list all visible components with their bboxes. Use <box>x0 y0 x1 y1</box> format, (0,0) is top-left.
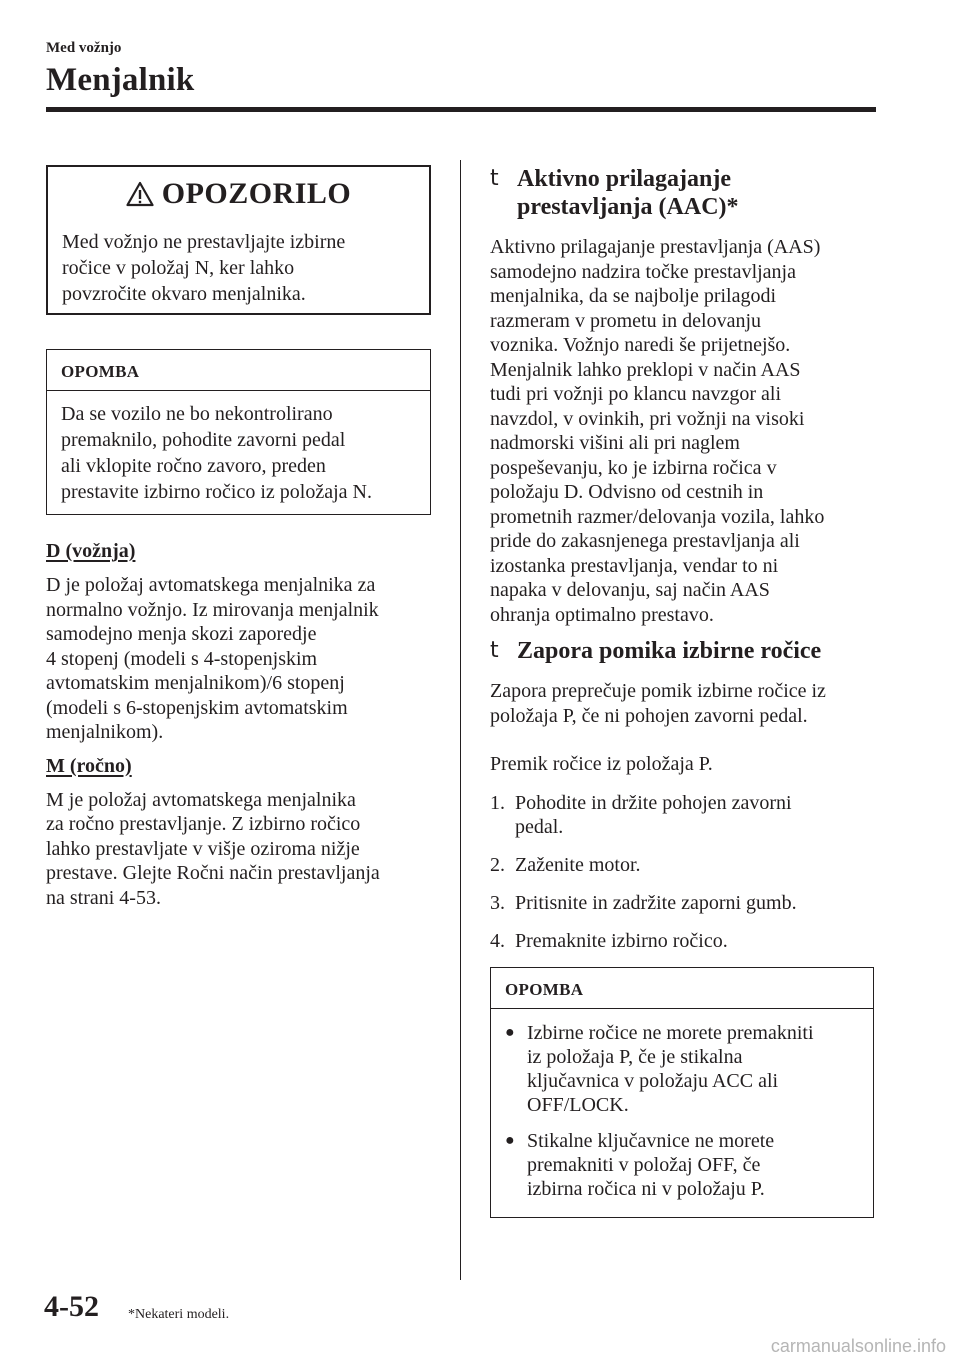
text-line: Da se vozilo ne bo nekontrolirano <box>61 403 333 425</box>
note-text <box>47 391 430 515</box>
text-line: ključavnica v položaju ACC ali <box>527 1069 779 1092</box>
step-text <box>515 791 792 839</box>
bullet-item <box>505 1129 859 1201</box>
text-line: Pohodite in držite pohojen zavorni <box>515 791 792 814</box>
note-box <box>46 349 431 515</box>
bullet-text <box>527 1129 774 1201</box>
text-line: pedal. <box>515 815 564 838</box>
text-line: premakniti v položaj OFF, če <box>527 1153 761 1176</box>
text-line: voznika. Vožnjo naredi še prijetnejšo. <box>490 334 791 356</box>
watermark: carmanualsonline.info <box>770 1336 946 1356</box>
aac-paragraph <box>490 235 876 627</box>
step-text: Pritisnite in zadržite zaporni gumb. <box>515 891 797 914</box>
text-line: na strani 4-53. <box>46 886 161 909</box>
text-line: pospeševanju, ko je izbirna ročica v <box>490 456 777 479</box>
steps-intro: Premik ročice iz položaja P. <box>490 753 713 775</box>
bullet-icon: ● <box>505 1023 515 1041</box>
text-line: prestavite izbirno ročico iz položaja N. <box>61 481 372 503</box>
step-text: Premaknite izbirno ročico. <box>515 929 728 952</box>
manual-heading: M (ročno) <box>46 754 132 777</box>
text-line: M je položaj avtomatskega menjalnika <box>46 788 356 811</box>
header-rule <box>46 107 876 112</box>
text-line: avtomatskim menjalnikom)/6 stopenj <box>46 672 345 694</box>
text-line: iz položaja P, če je stikalna <box>527 1045 743 1068</box>
note-title: OPOMBA <box>491 968 873 1009</box>
step-item <box>490 929 876 953</box>
warning-triangle-icon <box>126 181 154 207</box>
text-line: ohranja optimalno prestavo. <box>490 603 714 626</box>
step-item <box>490 891 876 915</box>
text-line: ali vklopite ročno zavoro, preden <box>61 455 326 477</box>
text-line: za ročno prestavljanje. Z izbirno ročico <box>46 813 361 835</box>
warning-box <box>46 165 431 315</box>
note-text <box>491 1009 873 1217</box>
text-line: Med vožnjo ne prestavljajte izbirne <box>62 231 346 253</box>
text-line: izbirna ročica ni v položaju P. <box>527 1177 765 1200</box>
title-line: Aktivno prilagajanje <box>517 166 732 192</box>
column-divider <box>460 160 461 1280</box>
warning-text <box>62 229 419 307</box>
text-line: napaka v delovanju, saj način AAS <box>490 579 770 601</box>
text-line: lahko prestavljate v višje oziroma nižje <box>46 837 360 860</box>
step-number: 1. <box>490 791 505 814</box>
text-line: normalno vožnjo. Iz mirovanja menjalnik <box>46 598 379 621</box>
shift-lock-paragraph <box>490 679 876 728</box>
text-line: Menjalnik lahko preklopi v način AAS <box>490 358 801 381</box>
step-item <box>490 791 876 839</box>
page-number: 4-52 <box>44 1290 99 1323</box>
text-line: prestave. Glejte Ročni način prestavljanja <box>46 862 380 884</box>
text-line: tudi pri vožnji po klancu navzgor ali <box>490 383 782 405</box>
bullet-icon: ● <box>505 1131 515 1149</box>
step-item <box>490 853 876 877</box>
text-line: D je položaj avtomatskega menjalnika za <box>46 574 376 596</box>
step-number: 4. <box>490 929 505 952</box>
bullet-item <box>505 1021 859 1117</box>
note-box <box>490 967 874 1218</box>
shift-lock-heading <box>490 637 876 665</box>
text-line: OFF/LOCK. <box>527 1093 629 1116</box>
text-line: položaju D. Odvisno od cestnih in <box>490 481 764 503</box>
section-marker: t <box>490 166 499 191</box>
title-line: prestavljanja (AAC)* <box>517 194 739 220</box>
text-line: menjalnika, da se najbolje prilagodi <box>490 285 777 307</box>
step-number: 3. <box>490 891 505 914</box>
section-marker: t <box>490 638 499 663</box>
text-line: Aktivno prilagajanje prestavljanja (AAS) <box>490 236 821 258</box>
text-line: povzročite okvaro menjalnika. <box>62 283 306 305</box>
text-line: pride do zakasnjenega prestavljanja ali <box>490 530 800 552</box>
bullet-text <box>527 1021 814 1117</box>
warning-title: OPOZORILO <box>161 176 352 210</box>
note-title: OPOMBA <box>47 350 430 391</box>
footnote: *Nekateri modeli. <box>128 1307 230 1322</box>
step-number: 2. <box>490 853 505 876</box>
text-line: Stikalne ključavnice ne morete <box>527 1129 775 1152</box>
aac-heading <box>490 165 876 221</box>
text-line: Izbirne ročice ne morete premakniti <box>527 1021 814 1044</box>
text-line: razmeram v prometu in delovanju <box>490 309 762 332</box>
left-column <box>46 165 431 920</box>
drive-paragraph <box>46 573 431 745</box>
text-line: samodejno nadzira točke prestavljanja <box>490 260 796 283</box>
text-line: samodejno menja skozi zaporedje <box>46 623 317 645</box>
warning-header <box>48 167 429 220</box>
text-line: prometnih razmer/delovanja vozila, lahko <box>490 505 825 528</box>
right-column <box>490 165 876 1218</box>
text-line: ročice v položaj N, ker lahko <box>62 257 295 279</box>
manual-paragraph <box>46 788 431 911</box>
drive-heading: D (vožnja) <box>46 540 136 562</box>
text-line: navzdol, v ovinkih, pri vožnji na visoki <box>490 407 805 430</box>
text-line: nadmorski višini ali pri naglem <box>490 432 740 454</box>
text-line: položaja P, če ni pohojen zavorni pedal. <box>490 704 808 727</box>
aac-title <box>517 165 739 221</box>
text-line: 4 stopenj (modeli s 4-stopenjskim <box>46 647 318 670</box>
text-line: menjalnikom). <box>46 721 164 743</box>
text-line: premaknilo, pohodite zavorni pedal <box>61 429 346 451</box>
section-label: Med vožnjo <box>46 40 122 56</box>
text-line: izostanka prestavljanja, vendar to ni <box>490 554 779 577</box>
step-text: Zaženite motor. <box>515 853 641 876</box>
text-line: Zapora preprečuje pomik izbirne ročice iz <box>490 680 826 702</box>
page-title: Menjalnik <box>46 62 195 98</box>
text-line: (modeli s 6-stopenjskim avtomatskim <box>46 696 348 719</box>
shift-lock-title: Zapora pomika izbirne ročice <box>517 638 822 664</box>
